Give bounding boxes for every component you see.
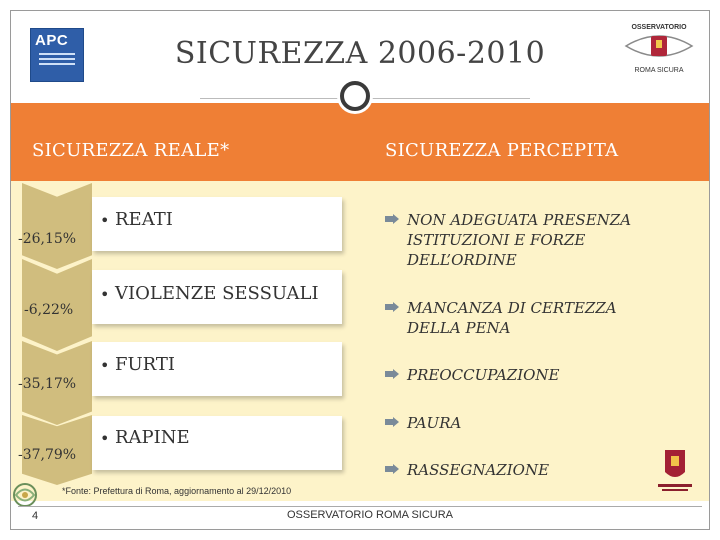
reale-percent-3: -35,17% [18, 376, 77, 392]
apc-logo-lines [39, 53, 75, 68]
bullet-2: • [100, 285, 110, 304]
heading-percepita: SICUREZZA PERCEPITA [385, 140, 619, 161]
percepita-label-5: RASSEGNAZIONE [407, 461, 550, 479]
arrow-icon [385, 417, 399, 427]
arrow-icon [385, 302, 399, 312]
arrow-icon [385, 214, 399, 224]
apc-logo-text: APC [35, 32, 69, 49]
reale-label-3: FURTI [115, 354, 176, 375]
bullet-3: • [100, 356, 110, 375]
bullet-1: • [100, 211, 110, 230]
reale-label-4: RAPINE [115, 427, 190, 448]
heading-reale: SICUREZZA REALE* [32, 140, 230, 161]
reale-percent-4: -37,79% [18, 447, 77, 463]
osservatorio-logo-title: OSSERVATORIO [631, 24, 687, 31]
percepita-label-3: PREOCCUPAZIONE [407, 366, 560, 384]
osservatorio-logo-subtitle: ROMA SICURA [634, 67, 684, 74]
reale-percent-2: -6,22% [24, 302, 74, 318]
source-footnote: *Fonte: Prefettura di Roma, aggiornamento al 29/12/2010 [62, 486, 292, 496]
reale-percent-1: -26,15% [18, 231, 77, 247]
reale-label-2: VIOLENZE SESSUALI [115, 283, 319, 304]
arrow-icon [385, 464, 399, 474]
footer-divider [18, 506, 702, 507]
osservatorio-logo [616, 20, 702, 76]
percepita-label-4: PAURA [407, 414, 462, 432]
page-number: 4 [32, 510, 39, 522]
apc-logo [30, 28, 84, 82]
percepita-label-2: MANCANZA DI CERTEZZA DELLA PENA [407, 299, 617, 337]
percepita-label-1: NON ADEGUATA PRESENZA ISTITUZIONI E FORZE DELL’ORDINE [407, 211, 632, 269]
roma-capitale-logo [650, 448, 700, 494]
page-title: SICUREZZA 2006-2010 [174, 36, 546, 71]
arrow-icon [385, 369, 399, 379]
bullet-4: • [100, 429, 110, 448]
reale-label-1: REATI [115, 209, 173, 230]
footer-text: OSSERVATORIO ROMA SICURA [286, 509, 454, 521]
ring-ornament [340, 81, 370, 111]
